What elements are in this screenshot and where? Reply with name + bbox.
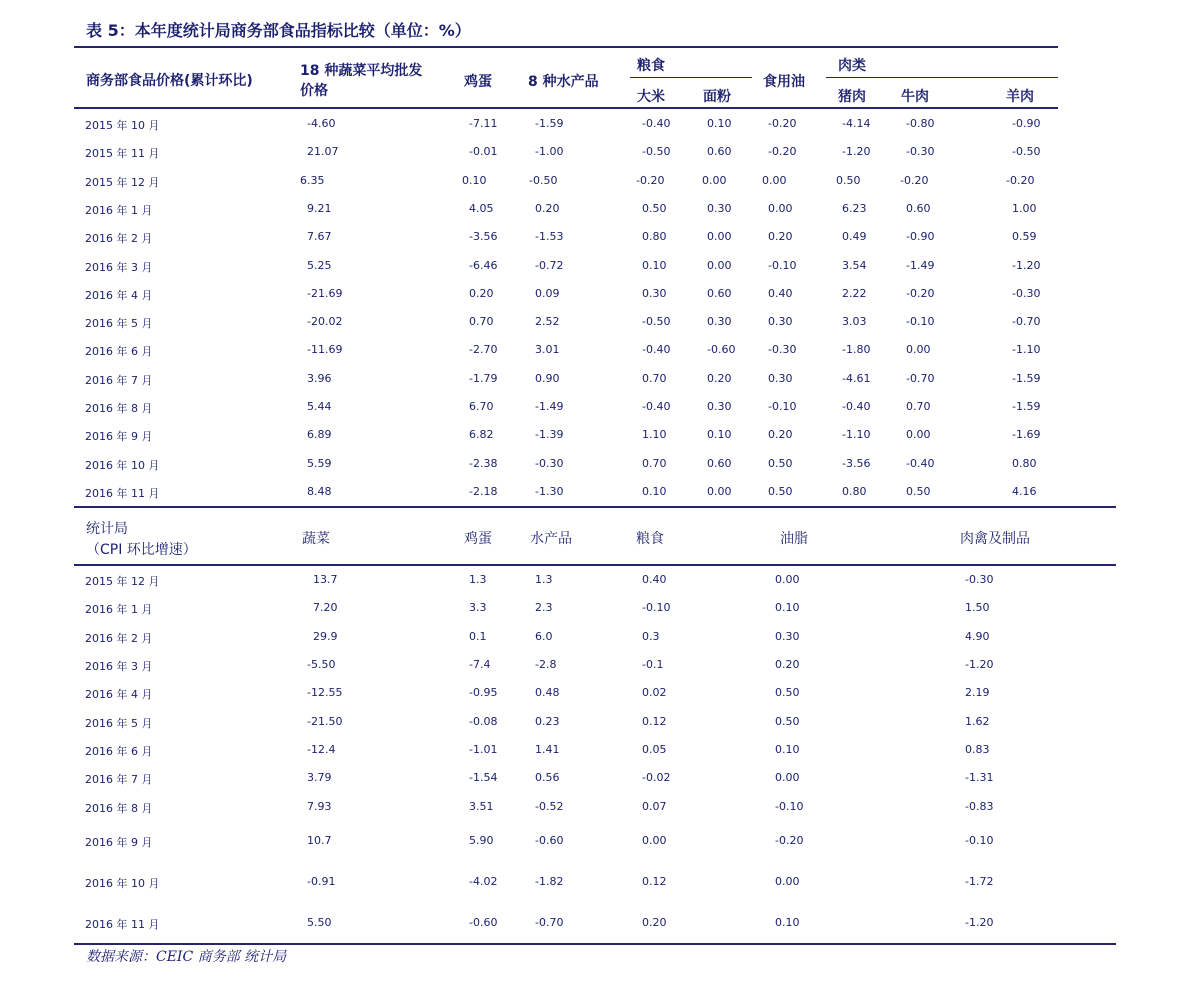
mofcom-pork-cell: -4.14	[842, 117, 871, 130]
header-beef: 牛肉	[901, 89, 929, 105]
nbs-aquatic-cell: -0.70	[535, 916, 564, 929]
header-mofcom-food-price: 商务部食品价格(累计环比)	[86, 73, 253, 89]
mofcom-month-cell: 2015 年 11 月	[85, 147, 160, 161]
mofcom-beef-cell: -0.40	[906, 456, 935, 470]
nbs-meat-cell: -1.31	[965, 771, 994, 784]
mofcom-rice-cell: 0.30	[642, 286, 667, 300]
mofcom-beef-cell: 0.00	[906, 343, 931, 357]
nbs-month-cell: 2016 年 2 月	[85, 632, 153, 645]
nbs-grain-cell: 0.12	[642, 715, 667, 728]
mofcom-beef-cell: -0.10	[906, 315, 935, 329]
mofcom-rice-cell: -0.40	[642, 343, 671, 357]
nbs-vegetables-cell: 3.79	[307, 771, 332, 784]
mofcom-month-cell: 2016 年 3 月	[85, 260, 153, 274]
mofcom-beef-cell: -0.70	[906, 371, 935, 385]
header-18-vegetables: 18 种蔬菜平均批发	[300, 63, 423, 79]
mofcom-eggs-cell: 0.70	[469, 315, 494, 329]
mofcom-oil-cell: 0.00	[768, 201, 793, 215]
mofcom-mutton-cell: -1.69	[1012, 428, 1041, 442]
mofcom-month-cell: 2016 年 9 月	[85, 430, 153, 444]
mofcom-pork-cell: -0.40	[842, 400, 871, 413]
nbs-eggs-cell: -1.54	[469, 771, 498, 784]
mofcom-oil-cell: -0.20	[768, 145, 797, 159]
header-18-vegetables-line2: 价格	[300, 83, 328, 99]
header-aquatic: 水产品	[530, 531, 572, 547]
nbs-aquatic-cell: 1.3	[535, 573, 553, 586]
mofcom-mutton-cell: -0.30	[1012, 286, 1041, 300]
nbs-fats-cell: 0.30	[775, 630, 800, 643]
mofcom-rice-cell: 0.70	[642, 371, 667, 385]
mofcom-rice-cell: 0.70	[642, 456, 667, 470]
nbs-eggs-cell: 5.90	[469, 834, 494, 847]
nbs-grain-cell: 0.12	[642, 875, 667, 888]
mofcom-month-cell: 2016 年 2 月	[85, 232, 153, 246]
nbs-grain-cell: 0.00	[642, 834, 667, 847]
mofcom-pork-cell: -1.20	[842, 145, 871, 159]
grain-group-rule	[630, 77, 752, 78]
header-grain-group: 粮食	[637, 58, 665, 74]
mofcom-rice-cell: 0.10	[642, 258, 667, 272]
mofcom-mutton-cell: -1.59	[1012, 371, 1041, 385]
nbs-vegetables-cell: -12.4	[307, 743, 336, 756]
mofcom-vegetables-cell: 5.44	[307, 400, 332, 413]
mofcom-vegetables-cell: 5.25	[307, 258, 332, 272]
mofcom-eggs-cell: 6.82	[469, 428, 494, 442]
mofcom-month-cell: 2016 年 6 月	[85, 345, 153, 359]
mofcom-vegetables-cell: -20.02	[307, 315, 343, 329]
mofcom-month-cell: 2016 年 4 月	[85, 288, 153, 302]
mofcom-flour-cell: 0.00	[702, 173, 727, 187]
mofcom-oil-cell: 0.30	[768, 315, 793, 329]
mofcom-rice-cell: -0.50	[642, 315, 671, 329]
header-flour: 面粉	[703, 89, 731, 105]
mofcom-vegetables-cell: -4.60	[307, 117, 336, 130]
mofcom-pork-cell: 3.54	[842, 258, 867, 272]
mofcom-pork-cell: 3.03	[842, 315, 867, 329]
mofcom-month-cell: 2016 年 1 月	[85, 203, 153, 217]
meat-group-rule	[826, 77, 1058, 78]
nbs-eggs-cell: -4.02	[469, 875, 498, 888]
nbs-meat-cell: 0.83	[965, 743, 990, 756]
mofcom-eggs-cell: -1.79	[469, 371, 498, 385]
mofcom-beef-cell: -0.90	[906, 230, 935, 244]
header-pork: 猪肉	[838, 89, 866, 105]
mofcom-oil-cell: 0.20	[768, 230, 793, 244]
mofcom-month-cell: 2016 年 5 月	[85, 317, 153, 331]
mofcom-mutton-cell: -1.59	[1012, 400, 1041, 413]
nbs-aquatic-cell: -0.52	[535, 800, 564, 813]
mofcom-mutton-cell: -0.20	[1006, 173, 1035, 187]
mofcom-flour-cell: 0.30	[707, 201, 732, 215]
mofcom-flour-cell: 0.00	[707, 230, 732, 244]
mofcom-mutton-cell: 0.59	[1012, 230, 1037, 244]
mofcom-aquatic-cell: -0.30	[535, 456, 564, 470]
nbs-month-cell: 2016 年 11 月	[85, 918, 160, 931]
mofcom-rice-cell: -0.40	[642, 400, 671, 413]
nbs-eggs-cell: 0.1	[469, 630, 487, 643]
nbs-eggs-cell: -0.60	[469, 916, 498, 929]
mofcom-vegetables-cell: 5.59	[307, 456, 332, 470]
nbs-grain-cell: 0.3	[642, 630, 660, 643]
data-source-note: 数据来源：CEIC 商务部 统计局	[86, 949, 287, 965]
mofcom-vegetables-cell: 6.35	[300, 173, 325, 187]
mofcom-pork-cell: -1.80	[842, 343, 871, 357]
mofcom-rice-cell: -0.50	[642, 145, 671, 159]
mofcom-beef-cell: -0.30	[906, 145, 935, 159]
nbs-vegetables-cell: -0.91	[307, 875, 336, 888]
mofcom-flour-cell: 0.60	[707, 145, 732, 159]
mofcom-beef-cell: 0.70	[906, 400, 931, 413]
header-eggs-cpi: 鸡蛋	[464, 531, 492, 547]
nbs-fats-cell: 0.10	[775, 916, 800, 929]
nbs-month-cell: 2016 年 7 月	[85, 773, 153, 786]
mofcom-aquatic-cell: -1.00	[535, 145, 564, 159]
mofcom-month-cell: 2016 年 7 月	[85, 373, 153, 387]
mofcom-aquatic-cell: 0.20	[535, 201, 560, 215]
mofcom-vegetables-cell: -11.69	[307, 343, 343, 357]
nbs-month-cell: 2016 年 5 月	[85, 717, 153, 730]
mofcom-mutton-cell: -0.50	[1012, 145, 1041, 159]
mofcom-vegetables-cell: 3.96	[307, 371, 332, 385]
mofcom-eggs-cell: 0.10	[462, 173, 487, 187]
mofcom-rice-cell: 1.10	[642, 428, 667, 442]
mofcom-rice-cell: -0.20	[636, 173, 665, 187]
header-cooking-oil: 食用油	[763, 74, 805, 90]
top-rule	[74, 46, 1058, 48]
nbs-month-cell: 2016 年 4 月	[85, 688, 153, 701]
bottom-rule	[74, 943, 1116, 945]
nbs-eggs-cell: 1.3	[469, 573, 487, 586]
header-rice: 大米	[637, 89, 665, 105]
nbs-grain-cell: -0.10	[642, 601, 671, 614]
nbs-aquatic-cell: 6.0	[535, 630, 553, 643]
mofcom-aquatic-cell: 0.09	[535, 286, 560, 300]
nbs-meat-cell: -0.83	[965, 800, 994, 813]
mofcom-rice-cell: -0.40	[642, 117, 671, 130]
nbs-eggs-cell: 3.51	[469, 800, 494, 813]
header-vegetables: 蔬菜	[302, 531, 330, 547]
table-title: 表 5：本年度统计局商务部食品指标比较（单位：%）	[86, 21, 471, 40]
mofcom-aquatic-cell: -1.30	[535, 484, 564, 498]
nbs-eggs-cell: -0.08	[469, 715, 498, 728]
nbs-month-cell: 2016 年 3 月	[85, 660, 153, 673]
header-grain: 粮食	[636, 531, 664, 547]
nbs-aquatic-cell: 0.23	[535, 715, 560, 728]
mofcom-pork-cell: 0.49	[842, 230, 867, 244]
mofcom-vegetables-cell: 6.89	[307, 428, 332, 442]
mofcom-month-cell: 2016 年 10 月	[85, 458, 160, 472]
nbs-aquatic-cell: 0.48	[535, 686, 560, 699]
nbs-grain-cell: -0.1	[642, 658, 664, 671]
nbs-meat-cell: -1.20	[965, 916, 994, 929]
nbs-grain-cell: 0.02	[642, 686, 667, 699]
mofcom-month-cell: 2016 年 8 月	[85, 402, 153, 415]
nbs-vegetables-cell: 13.7	[313, 573, 338, 586]
mofcom-aquatic-cell: -1.59	[535, 117, 564, 130]
mofcom-oil-cell: 0.30	[768, 371, 793, 385]
mofcom-aquatic-cell: 2.52	[535, 315, 560, 329]
mofcom-eggs-cell: -2.18	[469, 484, 498, 498]
mofcom-eggs-cell: -0.01	[469, 145, 498, 159]
header-eggs: 鸡蛋	[464, 74, 492, 90]
nbs-vegetables-cell: 5.50	[307, 916, 332, 929]
mofcom-oil-cell: -0.10	[768, 400, 797, 413]
nbs-grain-cell: 0.05	[642, 743, 667, 756]
mofcom-vegetables-cell: 9.21	[307, 201, 332, 215]
nbs-grain-cell: 0.07	[642, 800, 667, 813]
mofcom-eggs-cell: -2.38	[469, 456, 498, 470]
mofcom-pork-cell: 6.23	[842, 201, 867, 215]
nbs-vegetables-cell: 29.9	[313, 630, 338, 643]
mofcom-beef-cell: 0.00	[906, 428, 931, 442]
mofcom-vegetables-cell: 21.07	[307, 145, 339, 159]
mofcom-pork-cell: 2.22	[842, 286, 867, 300]
mofcom-oil-cell: 0.00	[762, 173, 787, 187]
mofcom-flour-cell: 0.30	[707, 315, 732, 329]
nbs-eggs-cell: 3.3	[469, 601, 487, 614]
mofcom-aquatic-cell: -1.53	[535, 230, 564, 244]
mofcom-eggs-cell: -2.70	[469, 343, 498, 357]
mofcom-eggs-cell: -3.56	[469, 230, 498, 244]
mofcom-mutton-cell: -0.90	[1012, 117, 1041, 130]
nbs-aquatic-cell: 1.41	[535, 743, 560, 756]
header-mutton: 羊肉	[1006, 89, 1034, 105]
nbs-vegetables-cell: -21.50	[307, 715, 343, 728]
header-nbs: 统计局	[86, 521, 128, 537]
mofcom-rice-cell: 0.80	[642, 230, 667, 244]
mofcom-rice-cell: 0.10	[642, 484, 667, 498]
nbs-meat-cell: 1.50	[965, 601, 990, 614]
nbs-fats-cell: 0.00	[775, 875, 800, 888]
nbs-month-cell: 2016 年 1 月	[85, 603, 153, 616]
nbs-vegetables-cell: -5.50	[307, 658, 336, 671]
mofcom-vegetables-cell: -21.69	[307, 286, 343, 300]
nbs-vegetables-cell: 10.7	[307, 834, 332, 847]
nbs-vegetables-cell: 7.20	[313, 601, 338, 614]
nbs-meat-cell: -0.30	[965, 573, 994, 586]
nbs-eggs-cell: -1.01	[469, 743, 498, 756]
mofcom-oil-cell: 0.20	[768, 428, 793, 442]
mofcom-aquatic-cell: -1.39	[535, 428, 564, 442]
mofcom-flour-cell: 0.00	[707, 484, 732, 498]
nbs-grain-cell: -0.02	[642, 771, 671, 784]
mofcom-flour-cell: -0.60	[707, 343, 736, 357]
mofcom-oil-cell: -0.30	[768, 343, 797, 357]
nbs-aquatic-cell: -2.8	[535, 658, 557, 671]
nbs-vegetables-cell: 7.93	[307, 800, 332, 813]
mofcom-flour-cell: 0.60	[707, 456, 732, 470]
mofcom-oil-cell: 0.50	[768, 484, 793, 498]
mofcom-eggs-cell: -6.46	[469, 258, 498, 272]
nbs-fats-cell: 0.50	[775, 715, 800, 728]
mofcom-beef-cell: -0.20	[906, 286, 935, 300]
mofcom-aquatic-cell: 3.01	[535, 343, 560, 357]
mofcom-pork-cell: -4.61	[842, 371, 871, 385]
mofcom-pork-cell: 0.80	[842, 484, 867, 498]
nbs-meat-cell: -1.72	[965, 875, 994, 888]
mofcom-mutton-cell: -1.20	[1012, 258, 1041, 272]
mofcom-mutton-cell: -1.10	[1012, 343, 1041, 357]
mofcom-flour-cell: 0.10	[707, 117, 732, 130]
mofcom-oil-cell: 0.40	[768, 286, 793, 300]
header-8-aquatic: 8 种水产品	[528, 74, 599, 90]
nbs-meat-cell: 4.90	[965, 630, 990, 643]
nbs-meat-cell: -1.20	[965, 658, 994, 671]
mofcom-oil-cell: 0.50	[768, 456, 793, 470]
mofcom-beef-cell: 0.60	[906, 201, 931, 215]
nbs-month-cell: 2015 年 12 月	[85, 575, 160, 588]
nbs-fats-cell: 0.50	[775, 686, 800, 699]
mofcom-eggs-cell: 0.20	[469, 286, 494, 300]
header-meat-group: 肉类	[838, 58, 866, 74]
mofcom-oil-cell: -0.20	[768, 117, 797, 130]
mofcom-flour-cell: 0.00	[707, 258, 732, 272]
mofcom-aquatic-cell: 0.90	[535, 371, 560, 385]
mofcom-flour-cell: 0.60	[707, 286, 732, 300]
nbs-meat-cell: -0.10	[965, 834, 994, 847]
mofcom-mutton-cell: -0.70	[1012, 315, 1041, 329]
mofcom-mutton-cell: 4.16	[1012, 484, 1037, 498]
mofcom-month-cell: 2015 年 10 月	[85, 119, 160, 132]
mofcom-flour-cell: 0.20	[707, 371, 732, 385]
nbs-fats-cell: -0.10	[775, 800, 804, 813]
nbs-eggs-cell: -7.4	[469, 658, 491, 671]
header-fats: 油脂	[780, 531, 808, 547]
mofcom-flour-cell: 0.30	[707, 400, 732, 413]
mofcom-pork-cell: -1.10	[842, 428, 871, 442]
nbs-fats-cell: -0.20	[775, 834, 804, 847]
nbs-fats-cell: 0.00	[775, 771, 800, 784]
header-meat-poultry: 肉禽及制品	[960, 531, 1030, 547]
nbs-vegetables-cell: -12.55	[307, 686, 343, 699]
mofcom-month-cell: 2015 年 12 月	[85, 175, 160, 189]
nbs-aquatic-cell: -1.82	[535, 875, 564, 888]
mofcom-flour-cell: 0.10	[707, 428, 732, 442]
mofcom-pork-cell: 0.50	[836, 173, 861, 187]
nbs-month-cell: 2016 年 8 月	[85, 802, 153, 815]
header-cpi-mom: （CPI 环比增速）	[86, 542, 197, 558]
nbs-eggs-cell: -0.95	[469, 686, 498, 699]
section-divider	[74, 506, 1116, 508]
mofcom-mutton-cell: 1.00	[1012, 201, 1037, 215]
mofcom-aquatic-cell: -1.49	[535, 400, 564, 413]
mofcom-beef-cell: 0.50	[906, 484, 931, 498]
nbs-aquatic-cell: -0.60	[535, 834, 564, 847]
nbs-fats-cell: 0.10	[775, 601, 800, 614]
mofcom-oil-cell: -0.10	[768, 258, 797, 272]
section1-header-rule	[74, 107, 1058, 109]
nbs-month-cell: 2016 年 9 月	[85, 836, 153, 849]
mofcom-mutton-cell: 0.80	[1012, 456, 1037, 470]
mofcom-aquatic-cell: -0.72	[535, 258, 564, 272]
mofcom-beef-cell: -1.49	[906, 258, 935, 272]
nbs-month-cell: 2016 年 6 月	[85, 745, 153, 758]
nbs-fats-cell: 0.00	[775, 573, 800, 586]
mofcom-vegetables-cell: 7.67	[307, 230, 332, 244]
mofcom-pork-cell: -3.56	[842, 456, 871, 470]
nbs-meat-cell: 1.62	[965, 715, 990, 728]
mofcom-aquatic-cell: -0.50	[529, 173, 558, 187]
nbs-aquatic-cell: 0.56	[535, 771, 560, 784]
mofcom-month-cell: 2016 年 11 月	[85, 486, 160, 500]
mofcom-beef-cell: -0.80	[906, 117, 935, 130]
nbs-grain-cell: 0.20	[642, 916, 667, 929]
mofcom-vegetables-cell: 8.48	[307, 484, 332, 498]
section2-header-rule	[74, 564, 1116, 566]
nbs-fats-cell: 0.20	[775, 658, 800, 671]
nbs-grain-cell: 0.40	[642, 573, 667, 586]
nbs-fats-cell: 0.10	[775, 743, 800, 756]
mofcom-beef-cell: -0.20	[900, 173, 929, 187]
nbs-meat-cell: 2.19	[965, 686, 990, 699]
mofcom-eggs-cell: 6.70	[469, 400, 494, 413]
mofcom-eggs-cell: 4.05	[469, 201, 494, 215]
mofcom-eggs-cell: -7.11	[469, 117, 498, 130]
nbs-month-cell: 2016 年 10 月	[85, 877, 160, 890]
mofcom-rice-cell: 0.50	[642, 201, 667, 215]
nbs-aquatic-cell: 2.3	[535, 601, 553, 614]
